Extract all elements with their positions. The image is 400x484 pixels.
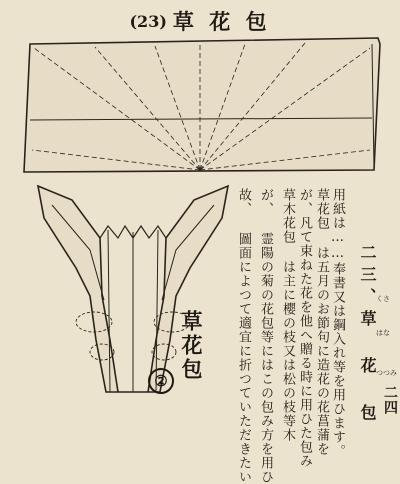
body-column-3: が、凡て束ねた花を他へ贈る時に用ひた包み [297,188,312,468]
body-column-6: 故、 圖面によつて適宜に折つていただきたい [236,188,251,484]
edge-label: 二四 [382,385,398,415]
section-heading: 二三、草 花 包 [358,244,377,426]
body-column-1: 用紙は……奉書又は鋼入れ等を用ひます。 [330,188,345,458]
body-column-2: 草花包 は五月のお節句に造花の花菖蒲を [314,188,329,456]
sheet-diagram [24,38,380,172]
furigana-2: はな [376,329,390,337]
body-column-5: が、 霊陽の菊の花包等にはこの包み方を用ひ [258,188,273,484]
body-column-4: 草木花包 は主に櫻の枝又は松の枝等木 [280,188,295,442]
title-text: 草 花 包 [172,9,271,34]
figure-number: ② [148,368,174,394]
title-number: (23) [129,12,167,31]
figure-caption: 草花包 [179,310,204,382]
furigana-1: くさ [376,295,390,303]
furigana-3: つつみ [376,369,397,377]
